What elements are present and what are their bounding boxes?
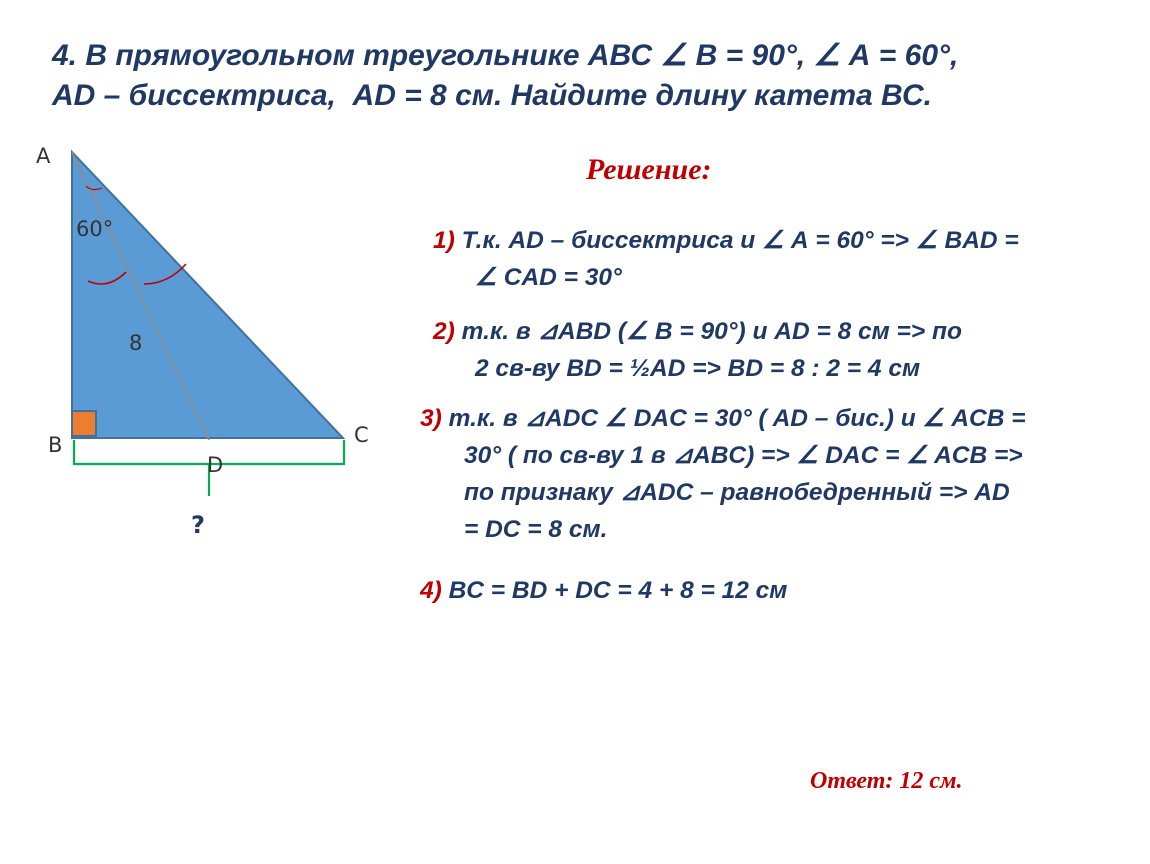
- solution-step-4: [420, 572, 787, 609]
- step-4-line-1: [420, 572, 787, 609]
- angle-60-label: 60°: [76, 217, 114, 241]
- right-angle-marker: [72, 411, 96, 436]
- triangle-figure: [0, 0, 400, 560]
- step-2-text-1: т.к. в ⊿ABD (∠ B = 90°) и AD = 8 см => по: [461, 318, 962, 345]
- step-3-line-1: [420, 400, 1026, 437]
- solution-heading: Решение:: [586, 153, 712, 186]
- problem-line-2: AD – биссектриса, AD = 8 см. Найдите длину катета ВС.: [52, 79, 932, 112]
- point-d-label: D: [207, 453, 224, 477]
- step-2-line-1: [433, 313, 962, 350]
- vertex-b-label: B: [48, 433, 63, 457]
- step-2-number: 2): [433, 318, 455, 345]
- step-2-line-2: 2 св-ву BD = ½AD => BD = 8 : 2 = 4 см: [475, 355, 921, 382]
- step-1-line-2: ∠ CAD = 30°: [475, 264, 622, 291]
- step-4-number: 4): [420, 577, 442, 604]
- step-3-line-4: = DC = 8 см.: [464, 516, 608, 543]
- vertex-c-label: C: [354, 423, 369, 447]
- solution-step-1: [433, 222, 1019, 296]
- step-3-text-1: т.к. в ⊿ADC ∠ DAC = 30° ( AD – бис.) и ∠ ACB =: [448, 405, 1026, 432]
- step-3-line-3: по признаку ⊿ADC – равнобедренный => AD: [464, 479, 1010, 506]
- solution-step-2: [433, 313, 962, 387]
- step-1-number: 1): [433, 227, 455, 254]
- solution-step-3: [420, 400, 1026, 548]
- step-3-number: 3): [420, 405, 442, 432]
- step-1-line-1: [433, 222, 1019, 259]
- step-3-line-2: 30° ( по св-ву 1 в ⊿ABC) => ∠ DAC = ∠ ACB =>: [464, 442, 1023, 469]
- answer: Ответ: 12 см.: [810, 768, 963, 794]
- triangle-abc: [72, 152, 343, 438]
- bisector-length-label: 8: [129, 331, 143, 355]
- step-4-text-1: BC = BD + DC = 4 + 8 = 12 см: [448, 577, 788, 604]
- vertex-a-label: A: [36, 144, 51, 168]
- step-1-text-1: Т.к. AD – биссектриса и ∠ А = 60° => ∠ BAD =: [461, 227, 1019, 254]
- problem-line-1: 4. В прямоугольном треугольнике АВС ∠ В = 90°, ∠ А = 60°,: [52, 39, 959, 72]
- unknown-bc-label: ?: [191, 511, 205, 539]
